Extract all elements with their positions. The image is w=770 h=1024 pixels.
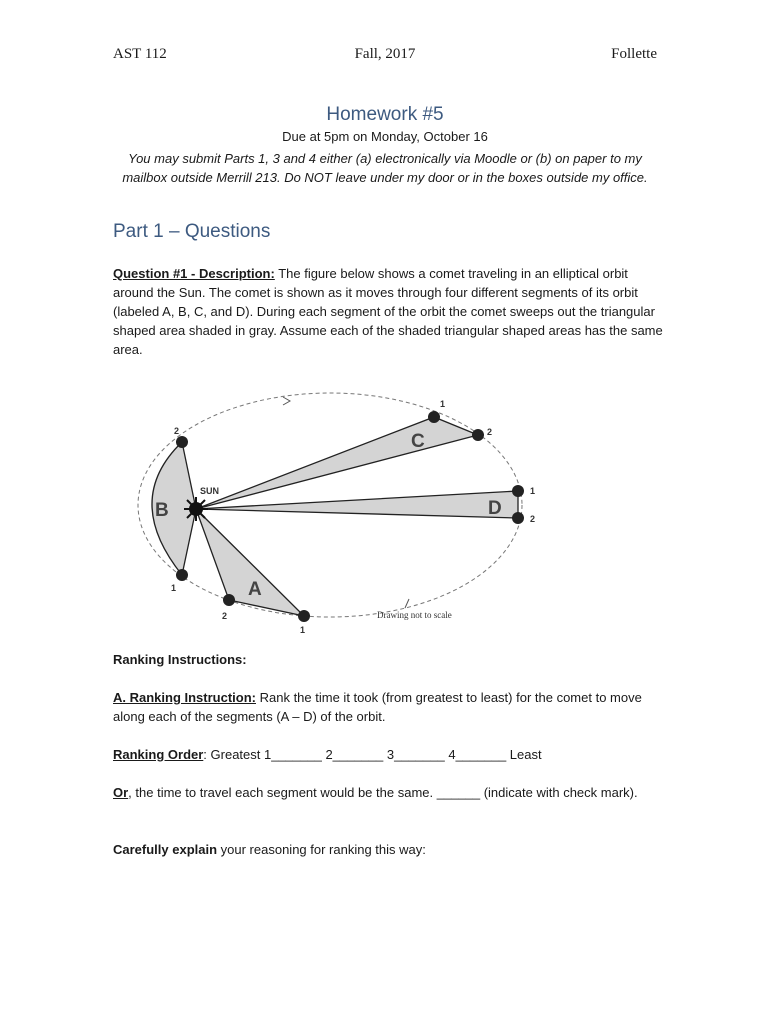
explain-label: Carefully explain	[113, 842, 218, 857]
term: Fall, 2017	[354, 46, 416, 62]
segment-a-label: A	[248, 579, 262, 600]
point-a2-label: 2	[222, 611, 228, 621]
question1-label: Question #1 - Description:	[113, 266, 275, 281]
segment-d-label: D	[488, 498, 502, 519]
orbit-figure	[0, 380, 770, 640]
orbit-direction-arrow-bottom	[405, 599, 409, 608]
part1-heading: Part 1 – Questions	[113, 221, 271, 242]
comet-c2	[472, 429, 484, 441]
or-label: Or	[113, 785, 129, 800]
comet-d2	[512, 512, 524, 524]
point-c1-label: 1	[440, 399, 446, 409]
point-d2-label: 2	[530, 514, 536, 524]
point-c2-label: 2	[487, 427, 493, 437]
ranking-instruction-text: Rank the time it took (from greatest to least) for the comet to move along each of the segments (A – D) of the orbit.	[113, 690, 642, 724]
point-b2-label: 2	[174, 426, 180, 436]
question1-description	[113, 264, 663, 359]
page-title: Homework #5	[326, 104, 444, 125]
comet-c1	[428, 411, 440, 423]
segment-c-label: C	[411, 431, 425, 452]
figure-caption: Drawing not to scale	[377, 610, 452, 620]
ranking-order-label: Ranking Order	[113, 747, 204, 762]
orbit-direction-arrow-top	[283, 397, 290, 405]
point-b1-label: 1	[171, 583, 177, 593]
segment-b-label: B	[155, 500, 169, 521]
instructor-name: Follette	[611, 46, 657, 62]
comet-a1	[298, 610, 310, 622]
ranking-order-text: : Greatest 1_______ 2_______ 3_______ 4_______ Least	[203, 747, 542, 762]
comet-a2	[223, 594, 235, 606]
course-code: AST 112	[113, 46, 167, 62]
sun-icon	[184, 497, 208, 521]
submission-note: You may submit Parts 1, 3 and 4 either (a) electronically via Moodle or (b) on paper to my mailbox outside Merrill 213. Do NOT leave under my door or in the boxes outside my office.	[122, 151, 648, 185]
sun-label: SUN	[200, 486, 220, 496]
same-time-option	[113, 783, 663, 802]
ranking-instruction-label: A. Ranking Instruction:	[113, 690, 256, 705]
ranking-order	[113, 745, 663, 764]
or-text: , the time to travel each segment would be the same. ______ (indicate with check mark).	[128, 785, 638, 800]
point-d1-label: 1	[530, 486, 536, 496]
explain-text: your reasoning for ranking this way:	[217, 842, 426, 857]
explain-prompt	[113, 840, 663, 859]
comet-d1	[512, 485, 524, 497]
comet-b1	[176, 569, 188, 581]
question1-text: The figure below shows a comet traveling in an elliptical orbit around the Sun. The comet is shown as it moves through four different segments of its orbit (labeled A, B, C, and D). During each segment of the orbit the comet sweeps out the triangular shaped area shaded in gray. Assume each of the shaded triangular shaped areas has the same area.	[113, 266, 663, 357]
ranking-instruction	[113, 688, 663, 726]
point-a1-label: 1	[300, 625, 306, 635]
due-date: Due at 5pm on Monday, October 16	[282, 129, 488, 144]
ranking-heading: Ranking Instructions:	[113, 652, 247, 667]
comet-b2	[176, 436, 188, 448]
